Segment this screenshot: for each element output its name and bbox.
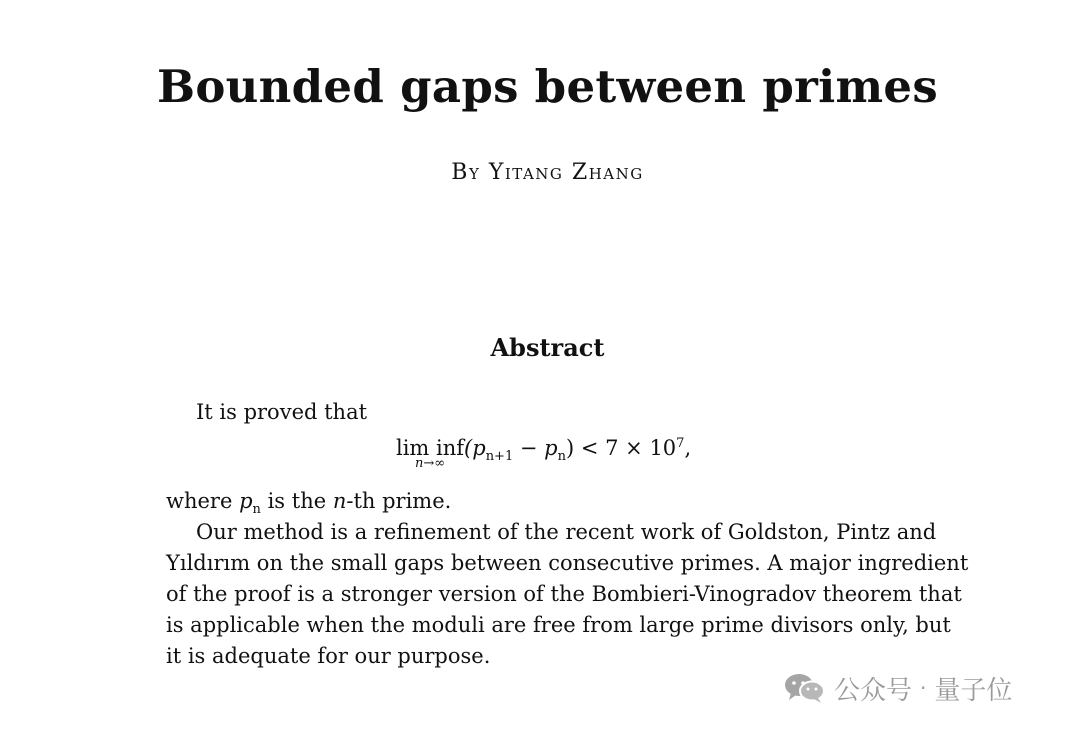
paragraph-line: is applicable when the moduli are free from large prime divisors only, but (166, 613, 951, 637)
author-byline: By Yitang Zhang (451, 160, 644, 185)
where-suffix: -th prime. (346, 489, 452, 513)
where-clause (166, 489, 451, 517)
paragraph-line: Our method is a refinement of the recent work of Goldston, Pintz and (196, 520, 937, 544)
formula-exponent: 7 (676, 436, 685, 451)
paragraph-line: it is adequate for our purpose. (166, 644, 491, 668)
watermark (784, 670, 1012, 706)
where-n: n (332, 489, 347, 513)
formula-sub-n1: n+1 (485, 449, 514, 465)
formula-open: (p (464, 436, 486, 460)
where-p: p (239, 489, 253, 513)
where-prefix: where (166, 489, 240, 513)
watermark-dot: · (920, 676, 927, 700)
liminf-operator (396, 436, 464, 471)
where-sub: n (252, 502, 261, 518)
formula-sub-n: n (557, 449, 566, 465)
where-middle: is the (260, 489, 333, 513)
paper-title: Bounded gaps between primes (156, 60, 938, 113)
formula-trail: , (684, 436, 692, 460)
formula-bound: ) < 7 × 10 (566, 436, 677, 460)
main-formula (396, 436, 691, 471)
liminf-subscript: n→∞ (414, 456, 446, 471)
paragraph-line: of the proof is a stronger version of the Bombieri-Vinogradov theorem that (166, 582, 962, 606)
wechat-icon (784, 672, 826, 704)
paragraph-line: Yıldırım on the small gaps between consecutive primes. A major ingredient (166, 551, 969, 575)
liminf-text: lim inf (396, 436, 465, 460)
abstract-paragraph (166, 517, 969, 672)
abstract-intro: It is proved that (196, 400, 368, 424)
abstract-heading: Abstract (490, 333, 605, 362)
formula-minus: − p (513, 436, 558, 460)
watermark-text-account: 公众号 (834, 675, 913, 706)
watermark-text-name: 量子位 (934, 675, 1013, 706)
